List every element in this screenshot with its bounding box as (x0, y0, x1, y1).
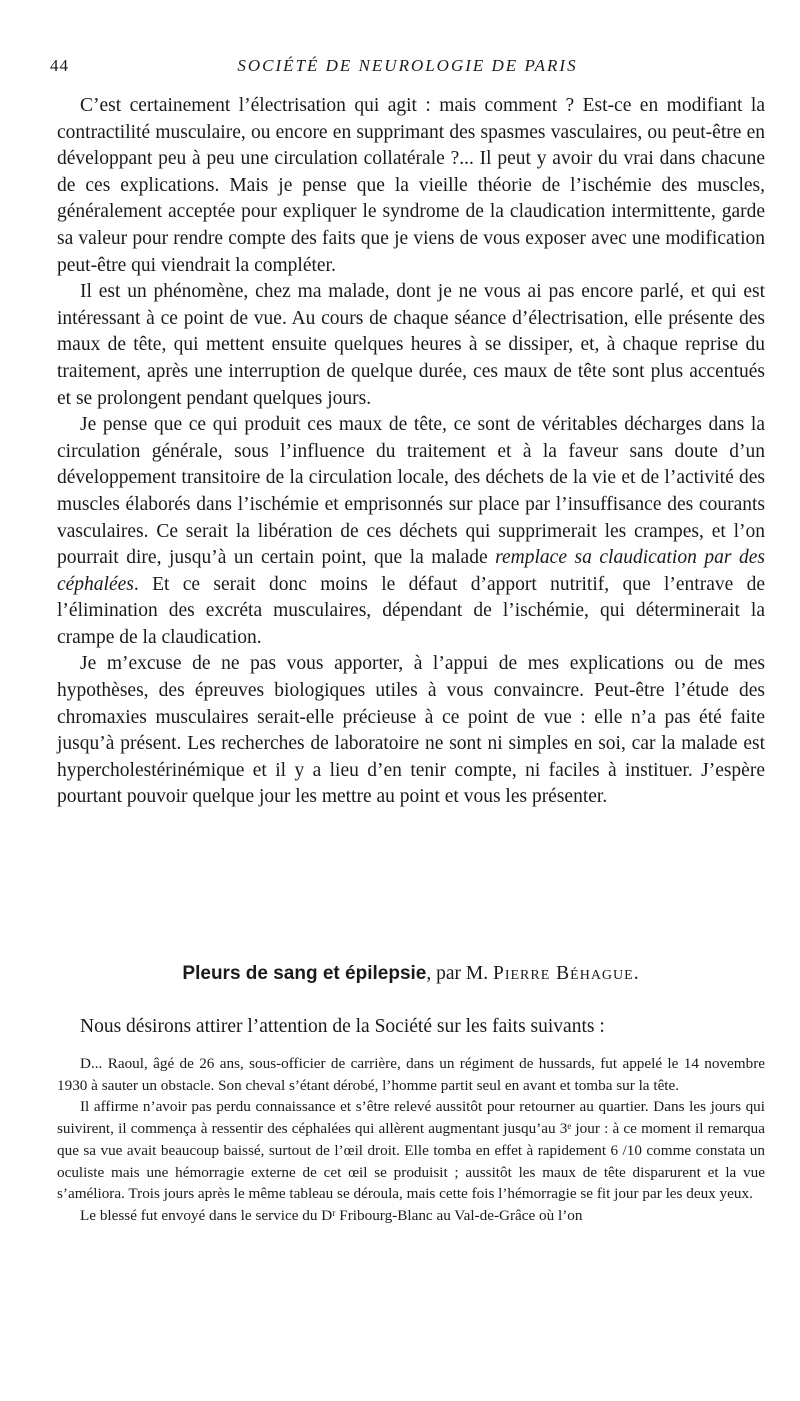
case-paragraph: Il affirme n’avoir pas perdu connaissance et s’être relevé aussitôt pour retourner au quartier. Dans les jours qui suivirent, il commença à ressentir des céphalées qui allèrent augmentant jusqu’au 3ᵉ jour : à ce moment il remarqua que sa vue avait beaucoup baissé, surtout de l’œil droit. Elle tomba en effet à rapidement 6 /10 comme constata un oculiste mais une hémorragie externe de cet œil se produisit ; aussitôt les maux de tête disparurent et la vue s’améliora. Trois jours après le même tableau se déroula, mais cette fois l’hémorragie se fit jour par les deux yeux. (57, 1098, 765, 1203)
paragraph: Je m’excuse de ne pas vous apporter, à l’appui de mes explications ou de mes hypothèses, des épreuves biologiques utiles à vous convaincre. Peut-être l’étude des chromaxies musculaires serait-elle précieuse à ce point de vue : elle n’a pas été faite jusqu’à présent. Les recherches de laboratoire ne sont ni simples en soi, car la malade est hypercholestérinémique et il y a lieu d’en tenir compte, ni faciles à instituer. J’espère pourtant pouvoir quelque jour les mettre au point et vous les présenter. (57, 653, 765, 808)
paragraph (57, 412, 765, 651)
paragraph-text: Je pense que ce qui produit ces maux de tête, ce sont de véritables décharges dans la circulation générale, sous l’influence du traitement et à la faveur sans doute d’un développement transitoire de la circulation locale, des déchets de la vie et de l’activité des muscles élaborés dans l’ischémie et emprisonnés sur place par l’insuffisance des courants vasculaires. Ce serait la libération de ces déchets qui supprimerait les crampes, et l’on pourrait dire, jusqu’à un certain point, que la malade (57, 414, 765, 569)
byline-prefix: , par M. (426, 963, 493, 984)
body-text (57, 93, 765, 811)
section-heading (57, 961, 765, 987)
author-name: Pierre Béhague. (492, 963, 640, 984)
italic-phrase: remplace sa claudication par des céphalées (57, 547, 765, 595)
running-head (50, 56, 765, 80)
case-report (57, 1053, 765, 1227)
paragraph: C’est certainement l’électrisation qui agit : mais comment ? Est-ce en modifiant la contractilité musculaire, ou encore en supprimant des spasmes vasculaires, ou peut-être en développant peu à peu une circulation collatérale ?... Il peut y avoir du vrai dans chacune de ces explications. Mais je pense que la vieille théorie de l’ischémie des muscles, généralement acceptée pour expliquer le syndrome de la claudication intermittente, garde sa valeur pour rendre compte des faits que je viens de vous exposer avec une modification peut-être qui viendrait la compléter. (57, 95, 765, 276)
case-paragraph: D... Raoul, âgé de 26 ans, sous-officier de carrière, dans un régiment de hussards, fut appelé le 14 novembre 1930 à sauter un obstacle. Son cheval s’étant dérobé, l’homme partit seul en avant et tomba sur la tête. (57, 1055, 765, 1094)
journal-title: SOCIÉTÉ DE NEUROLOGIE DE PARIS (237, 56, 578, 75)
paragraph-text: . Et ce serait donc moins le défaut d’apport nutritif, que l’entrave de l’élimination des excréta musculaires, dépendant de l’ischémie, qui déterminerait la crampe de la claudication. (57, 573, 765, 648)
section-title: Pleurs de sang et épilepsie (182, 963, 427, 984)
case-paragraph: Le blessé fut envoyé dans le service du Dʳ Fribourg-Blanc au Val-de-Grâce où l’on (80, 1206, 583, 1224)
paragraph: Il est un phénomène, chez ma malade, dont je ne vous ai pas encore parlé, et qui est intéressant à ce point de vue. Au cours de chaque séance d’électrisation, elle présente des maux de tête, qui mettent ensuite quelques heures à se dissiper, et, à chaque reprise du traitement, après une interruption de quelque durée, ces maux de tête sont plus accentués et se prolongent pendant quelques jours. (57, 281, 765, 409)
page-number: 44 (50, 56, 69, 75)
intro-sentence: Nous désirons attirer l’attention de la Société sur les faits suivants : (80, 1016, 605, 1037)
